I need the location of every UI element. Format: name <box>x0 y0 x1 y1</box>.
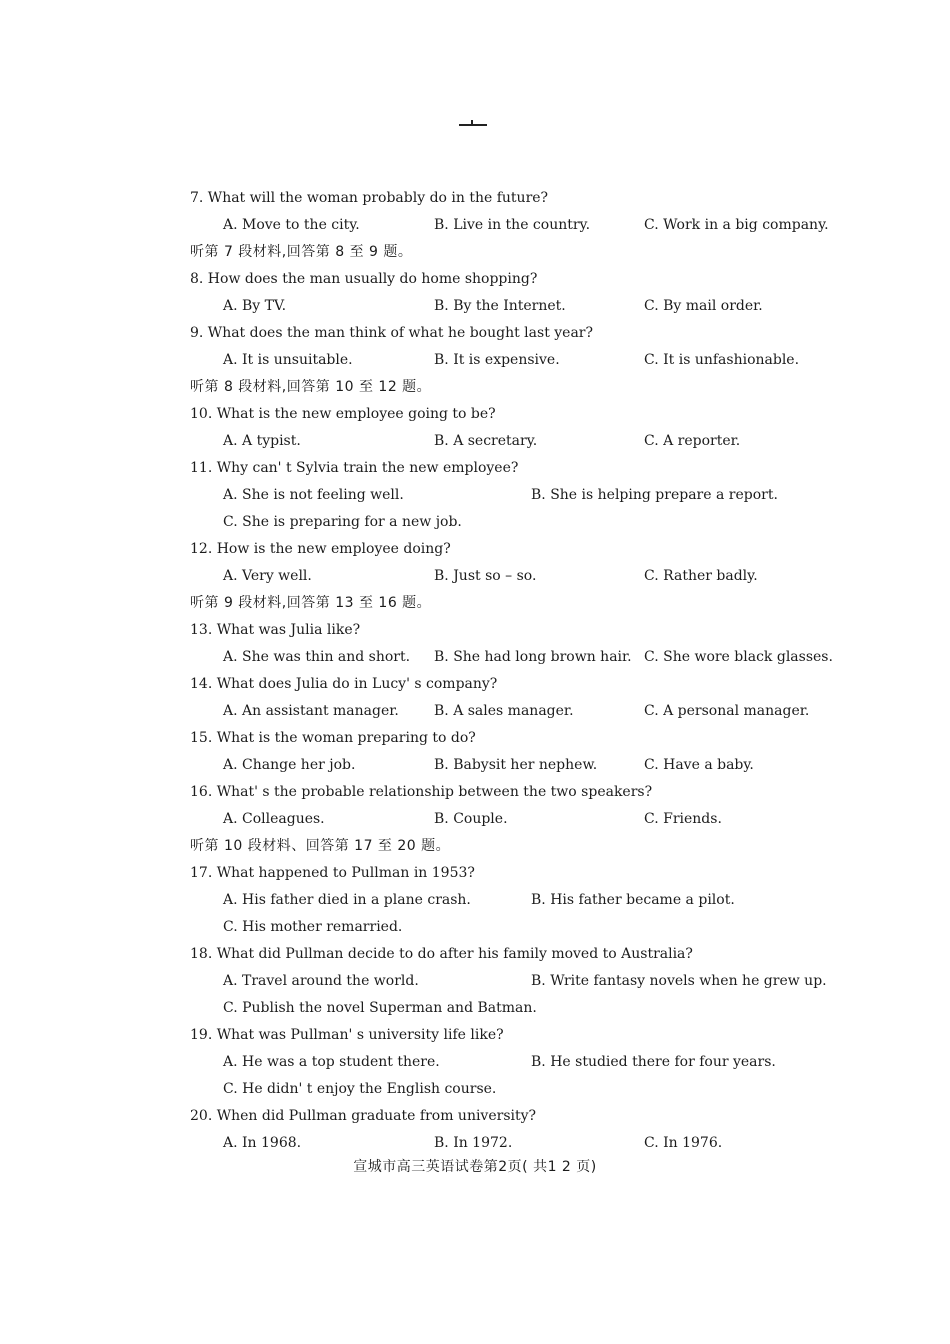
question-text: 16. What' s the probable relationship between the two speakers? <box>190 784 653 800</box>
option-b: B. She is helping prepare a report. <box>531 487 778 503</box>
answer-options <box>190 347 850 374</box>
answer-options <box>190 698 850 725</box>
option-a: A. It is unsuitable. <box>223 352 353 368</box>
option-a: A. His father died in a plane crash. <box>223 892 471 908</box>
question-stem <box>190 401 850 428</box>
answer-options <box>190 1049 850 1076</box>
option-b: B. A sales manager. <box>434 703 574 719</box>
section-instruction-text: 听第 8 段材料,回答第 10 至 12 题。 <box>190 379 432 395</box>
option-b: B. Babysit her nephew. <box>434 757 598 773</box>
answer-options <box>190 752 850 779</box>
question-stem <box>190 617 850 644</box>
option-a: A. A typist. <box>223 433 301 449</box>
answer-options <box>190 995 850 1022</box>
question-text: 15. What is the woman preparing to do? <box>190 730 476 746</box>
option-b: B. In 1972. <box>434 1135 513 1151</box>
answer-options <box>190 482 850 509</box>
section-instruction-text: 听第 7 段材料,回答第 8 至 9 题。 <box>190 244 413 260</box>
option-a: A. She was thin and short. <box>223 649 411 665</box>
option-c: C. A personal manager. <box>644 703 810 719</box>
option-c: C. His mother remarried. <box>223 919 403 935</box>
question-text: 10. What is the new employee going to be? <box>190 406 496 422</box>
option-a: A. Move to the city. <box>223 217 360 233</box>
option-b: B. Write fantasy novels when he grew up. <box>531 973 827 989</box>
answer-options <box>190 509 850 536</box>
question-list <box>190 185 850 1157</box>
option-c: C. It is unfashionable. <box>644 352 800 368</box>
option-b: B. Just so – so. <box>434 568 537 584</box>
option-a: A. By TV. <box>223 298 287 314</box>
question-text: 14. What does Julia do in Lucy' s company? <box>190 676 498 692</box>
section-instruction <box>190 590 850 617</box>
question-stem <box>190 1103 850 1130</box>
question-stem <box>190 725 850 752</box>
option-a: A. Travel around the world. <box>223 973 419 989</box>
question-text: 19. What was Pullman' s university life like? <box>190 1027 504 1043</box>
question-text: 12. How is the new employee doing? <box>190 541 451 557</box>
answer-options <box>190 806 850 833</box>
option-c: C. Rather badly. <box>644 568 758 584</box>
page-footer: 宣城市高三英语试卷第2页( 共1 2 页) <box>353 1159 597 1175</box>
question-stem <box>190 941 850 968</box>
section-instruction <box>190 374 850 401</box>
option-b: B. Live in the country. <box>434 217 591 233</box>
option-a: A. She is not feeling well. <box>223 487 404 503</box>
option-a: A. He was a top student there. <box>223 1054 440 1070</box>
question-stem <box>190 860 850 887</box>
question-stem <box>190 266 850 293</box>
question-stem <box>190 779 850 806</box>
question-text: 7. What will the woman probably do in the future? <box>190 190 549 206</box>
option-c: C. He didn' t enjoy the English course. <box>223 1081 497 1097</box>
section-instruction-text: 听第 9 段材料,回答第 13 至 16 题。 <box>190 595 432 611</box>
answer-options <box>190 1130 850 1157</box>
option-b: B. He studied there for four years. <box>531 1054 776 1070</box>
answer-options <box>190 914 850 941</box>
question-stem <box>190 1022 850 1049</box>
option-c: C. She wore black glasses. <box>644 649 833 665</box>
question-text: 8. How does the man usually do home shopping? <box>190 271 538 287</box>
option-b: B. By the Internet. <box>434 298 566 314</box>
option-c: C. In 1976. <box>644 1135 723 1151</box>
page-top-mark <box>459 124 487 126</box>
answer-options <box>190 887 850 914</box>
option-c: C. Publish the novel Superman and Batman. <box>223 1000 537 1016</box>
question-stem <box>190 185 850 212</box>
question-text: 17. What happened to Pullman in 1953? <box>190 865 475 881</box>
option-c: C. Friends. <box>644 811 722 827</box>
option-a: A. Very well. <box>223 568 312 584</box>
answer-options <box>190 968 850 995</box>
option-c: C. Work in a big company. <box>644 217 829 233</box>
section-instruction <box>190 833 850 860</box>
answer-options <box>190 563 850 590</box>
question-stem <box>190 671 850 698</box>
question-text: 20. When did Pullman graduate from university? <box>190 1108 537 1124</box>
answer-options <box>190 428 850 455</box>
question-text: 9. What does the man think of what he bought last year? <box>190 325 594 341</box>
option-b: B. She had long brown hair. <box>434 649 632 665</box>
question-stem <box>190 320 850 347</box>
option-c: C. By mail order. <box>644 298 763 314</box>
option-b: B. A secretary. <box>434 433 538 449</box>
option-a: A. Change her job. <box>223 757 356 773</box>
question-stem <box>190 455 850 482</box>
answer-options <box>190 212 850 239</box>
option-b: B. His father became a pilot. <box>531 892 735 908</box>
section-instruction <box>190 239 850 266</box>
option-a: A. Colleagues. <box>223 811 325 827</box>
answer-options <box>190 293 850 320</box>
answer-options <box>190 644 850 671</box>
option-b: B. It is expensive. <box>434 352 560 368</box>
question-text: 18. What did Pullman decide to do after his family moved to Australia? <box>190 946 693 962</box>
answer-options <box>190 1076 850 1103</box>
option-b: B. Couple. <box>434 811 508 827</box>
section-instruction-text: 听第 10 段材料、回答第 17 至 20 题。 <box>190 838 451 854</box>
question-text: 13. What was Julia like? <box>190 622 361 638</box>
option-a: A. An assistant manager. <box>223 703 399 719</box>
option-c: C. Have a baby. <box>644 757 754 773</box>
option-c: C. She is preparing for a new job. <box>223 514 462 530</box>
option-c: C. A reporter. <box>644 433 741 449</box>
question-text: 11. Why can' t Sylvia train the new employee? <box>190 460 519 476</box>
question-stem <box>190 536 850 563</box>
option-a: A. In 1968. <box>223 1135 302 1151</box>
